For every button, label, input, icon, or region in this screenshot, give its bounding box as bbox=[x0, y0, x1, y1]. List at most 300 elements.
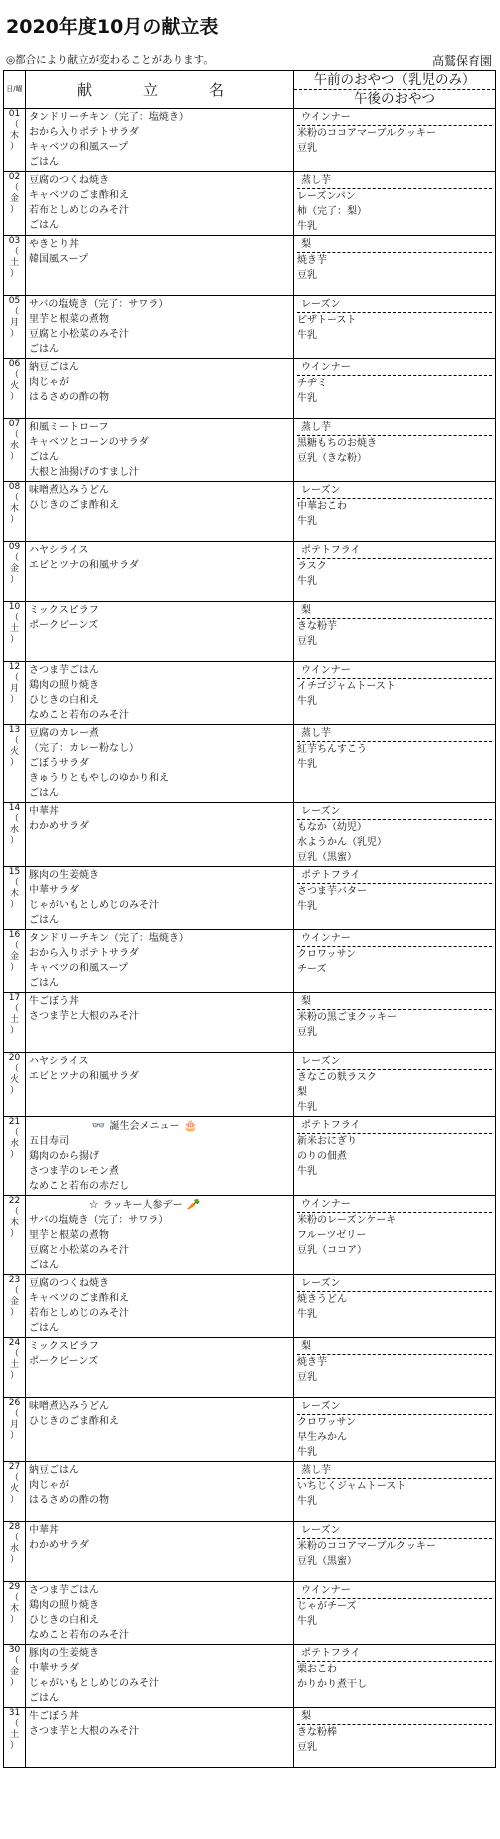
menu-item: 里芋と根菜の煮物 bbox=[29, 1230, 109, 1241]
day-number: 13 bbox=[8, 725, 21, 735]
menu-items-cell bbox=[26, 359, 294, 419]
snack-pm-item: 早生みかん bbox=[297, 1432, 347, 1443]
snack-pm-item: じゃがチーズ bbox=[297, 1601, 357, 1612]
snack-pm-item: 柿（完了：梨） bbox=[297, 206, 367, 217]
paren-close: ） bbox=[9, 142, 19, 152]
day-cell bbox=[4, 172, 26, 236]
snack-pm-item: いちじくジャムトースト bbox=[297, 1481, 407, 1492]
weekday: 金 bbox=[9, 1667, 19, 1677]
snack-pm-item: イチゴジャムトースト bbox=[297, 681, 396, 692]
menu-day-row bbox=[4, 1053, 496, 1117]
snack-pm-item: 豆乳 bbox=[297, 270, 317, 281]
menu-items-cell bbox=[26, 1462, 294, 1522]
snack-am: 梨 bbox=[297, 1339, 492, 1355]
weekday: 金 bbox=[9, 1297, 19, 1307]
paren-close: ） bbox=[9, 452, 19, 462]
snack-am: ポテトフライ bbox=[297, 1646, 492, 1662]
menu-item: 肉じゃが bbox=[29, 1480, 69, 1491]
menu-item: 若布としめじのみそ汁 bbox=[29, 205, 129, 216]
paren-close: ） bbox=[9, 695, 19, 705]
snack-am: レーズン bbox=[297, 1276, 492, 1292]
menu-day-row bbox=[4, 1522, 496, 1582]
menu-item: 鶏肉のから揚げ bbox=[29, 1151, 99, 1162]
menu-item: さつま芋と大根のみそ汁 bbox=[29, 1726, 139, 1737]
menu-day-row bbox=[4, 1196, 496, 1275]
menu-items-cell bbox=[26, 1196, 294, 1275]
weekday: 土 bbox=[9, 1015, 19, 1025]
weekday: 金 bbox=[9, 194, 19, 204]
paren-close: ） bbox=[9, 1678, 19, 1688]
menu-items-cell bbox=[26, 930, 294, 993]
snack-pm-item: フルーツゼリー bbox=[297, 1230, 367, 1241]
snack-am: 蒸し芋 bbox=[297, 420, 492, 436]
weekday: 月 bbox=[9, 1420, 19, 1430]
organization-name: 高鷲保育園 bbox=[431, 54, 492, 68]
day-number: 05 bbox=[8, 296, 21, 306]
menu-item: キャベツの和風スープ bbox=[29, 142, 128, 153]
menu-item: わかめサラダ bbox=[29, 1540, 89, 1551]
weekday: 水 bbox=[9, 825, 19, 835]
day-number: 21 bbox=[8, 1117, 21, 1127]
menu-item: 牛ごぼう丼 bbox=[29, 996, 79, 1007]
snack-pm-item: のりの佃煮 bbox=[297, 1151, 347, 1162]
snack-cell bbox=[294, 109, 496, 172]
menu-items-cell bbox=[26, 109, 294, 172]
menu-day-row bbox=[4, 1582, 496, 1645]
menu-item: わかめサラダ bbox=[29, 821, 89, 832]
paren-open: （ bbox=[9, 1719, 19, 1729]
snack-pm-item: もなか（幼児） bbox=[297, 822, 367, 833]
paren-open: （ bbox=[9, 120, 19, 130]
menu-item: 中華サラダ bbox=[29, 885, 79, 896]
snack-am: 蒸し芋 bbox=[297, 726, 492, 742]
snack-am: レーズン bbox=[297, 804, 492, 820]
glasses-icon: 👓 bbox=[91, 1119, 106, 1132]
paren-close: ） bbox=[9, 1615, 19, 1625]
snack-cell bbox=[294, 602, 496, 662]
snack-cell bbox=[294, 662, 496, 725]
paren-open: （ bbox=[9, 307, 19, 317]
menu-item: さつま芋ごはん bbox=[29, 1585, 99, 1596]
snack-pm-item: 焼き芋 bbox=[297, 1357, 327, 1368]
menu-day-row bbox=[4, 993, 496, 1053]
weekday: 火 bbox=[9, 381, 19, 391]
menu-item: さつま芋と大根のみそ汁 bbox=[29, 1011, 139, 1022]
snack-pm-item: 栗おこわ bbox=[297, 1664, 337, 1675]
day-cell bbox=[4, 1708, 26, 1768]
menu-item: エビとツナの和風サラダ bbox=[29, 1071, 139, 1082]
menu-day-row bbox=[4, 172, 496, 236]
snack-cell bbox=[294, 930, 496, 993]
paren-open: （ bbox=[9, 1593, 19, 1603]
menu-items-cell bbox=[26, 1053, 294, 1117]
menu-item: タンドリーチキン（完了：塩焼き） bbox=[29, 112, 189, 123]
snack-pm-item: 牛乳 bbox=[297, 330, 317, 341]
day-number: 17 bbox=[8, 993, 21, 1003]
snack-pm-item: 豆乳（黒蜜） bbox=[297, 1556, 357, 1567]
snack-am: ポテトフライ bbox=[297, 1118, 492, 1134]
menu-items-cell bbox=[26, 542, 294, 602]
weekday: 水 bbox=[9, 1139, 19, 1149]
menu-item: じゃがいもとしめじのみそ汁 bbox=[29, 1678, 159, 1689]
snack-pm-item: 黒糖もちのお焼き bbox=[297, 438, 377, 449]
menu-day-row bbox=[4, 419, 496, 482]
paren-open: （ bbox=[9, 1473, 19, 1483]
snack-pm-item: 豆乳 bbox=[297, 1742, 317, 1753]
day-number: 06 bbox=[8, 359, 21, 369]
day-number: 23 bbox=[8, 1275, 21, 1285]
snack-pm-item: 牛乳 bbox=[297, 1496, 317, 1507]
menu-item: さつま芋のレモン煮 bbox=[29, 1166, 119, 1177]
menu-items-cell bbox=[26, 1708, 294, 1768]
menu-items-cell bbox=[26, 1522, 294, 1582]
day-number: 29 bbox=[8, 1582, 21, 1592]
paren-open: （ bbox=[9, 1004, 19, 1014]
snack-pm-item: 牛乳 bbox=[297, 696, 317, 707]
day-number: 07 bbox=[8, 419, 21, 429]
paren-close: ） bbox=[9, 1229, 19, 1239]
weekday: 木 bbox=[9, 1604, 19, 1614]
snack-pm-item: きなこの麩ラスク bbox=[297, 1072, 377, 1083]
menu-day-row bbox=[4, 1117, 496, 1196]
weekday: 火 bbox=[9, 1075, 19, 1085]
snack-am: ポテトフライ bbox=[297, 543, 492, 559]
snack-pm-item: チヂミ bbox=[297, 378, 327, 389]
menu-item: ひじきの白和え bbox=[29, 1615, 99, 1626]
snack-am: 梨 bbox=[297, 1709, 492, 1725]
snack-cell bbox=[294, 542, 496, 602]
snack-cell bbox=[294, 803, 496, 867]
day-cell bbox=[4, 1462, 26, 1522]
snack-am: レーズン bbox=[297, 1054, 492, 1070]
menu-item: ごはん bbox=[29, 344, 59, 355]
menu-item: ひじきの白和え bbox=[29, 695, 99, 706]
menu-item: サバの塩焼き（完了：サワラ） bbox=[29, 1215, 169, 1226]
menu-item: 里芋と根菜の煮物 bbox=[29, 314, 109, 325]
paren-close: ） bbox=[9, 758, 19, 768]
paren-close: ） bbox=[9, 1150, 19, 1160]
snack-pm-item: 豆乳（ココア） bbox=[297, 1245, 367, 1256]
day-number: 28 bbox=[8, 1522, 21, 1532]
snack-pm-item: 牛乳 bbox=[297, 1166, 317, 1177]
menu-items-cell bbox=[26, 236, 294, 296]
menu-column-header: 献 立 名 bbox=[26, 71, 294, 109]
day-cell bbox=[4, 359, 26, 419]
menu-item: キャベツのごま酢和え bbox=[29, 1293, 129, 1304]
snack-am: 蒸し芋 bbox=[297, 1463, 492, 1479]
paren-close: ） bbox=[9, 1431, 19, 1441]
snack-pm-item: 豆乳（きな粉） bbox=[297, 453, 367, 464]
snack-pm-item: 牛乳 bbox=[297, 1309, 317, 1320]
paren-close: ） bbox=[9, 635, 19, 645]
snack-cell bbox=[294, 1398, 496, 1462]
snack-am: ウインナー bbox=[297, 110, 492, 126]
snack-pm-item: 牛乳 bbox=[297, 759, 317, 770]
day-number: 27 bbox=[8, 1462, 21, 1472]
snack-pm-item: レーズンパン bbox=[297, 191, 356, 202]
weekday: 金 bbox=[9, 952, 19, 962]
menu-day-row bbox=[4, 803, 496, 867]
snack-pm-item: さつま芋バター bbox=[297, 886, 367, 897]
menu-item: ごはん bbox=[29, 1693, 59, 1704]
menu-day-row bbox=[4, 1462, 496, 1522]
paren-close: ） bbox=[9, 515, 19, 525]
snack-cell bbox=[294, 867, 496, 930]
menu-item: 納豆ごはん bbox=[29, 1465, 79, 1476]
weekday: 木 bbox=[9, 889, 19, 899]
day-number: 15 bbox=[8, 867, 21, 877]
snack-pm-item: 新米おにぎり bbox=[297, 1136, 357, 1147]
menu-item: キャベツのごま酢和え bbox=[29, 190, 129, 201]
menu-day-row bbox=[4, 1645, 496, 1708]
paren-close: ） bbox=[9, 1371, 19, 1381]
snack-cell bbox=[294, 1275, 496, 1338]
weekday: 土 bbox=[9, 1360, 19, 1370]
menu-item: きゅうりともやしのゆかり和え bbox=[29, 773, 169, 784]
snack-pm-item: 米粉のレーズンケーキ bbox=[297, 1215, 397, 1226]
day-cell bbox=[4, 1117, 26, 1196]
menu-items-cell bbox=[26, 993, 294, 1053]
snack-pm-item: 豆乳 bbox=[297, 636, 317, 647]
snack-pm-item: ラスク bbox=[297, 561, 327, 572]
snack-am: レーズン bbox=[297, 483, 492, 499]
day-cell bbox=[4, 236, 26, 296]
special-menu-text: ラッキー人参デー bbox=[102, 1200, 183, 1211]
snack-cell bbox=[294, 172, 496, 236]
snack-pm-item: 紅芋ちんすこう bbox=[297, 744, 367, 755]
day-number: 22 bbox=[8, 1196, 21, 1206]
menu-item: ミックスピラフ bbox=[29, 605, 99, 616]
menu-item: ごはん bbox=[29, 788, 59, 799]
weekday: 金 bbox=[9, 564, 19, 574]
snack-pm-item: 牛乳 bbox=[297, 1447, 317, 1458]
day-number: 24 bbox=[8, 1338, 21, 1348]
menu-item: エビとツナの和風サラダ bbox=[29, 560, 139, 571]
menu-item: ごはん bbox=[29, 915, 59, 926]
weekday: 水 bbox=[9, 441, 19, 451]
snack-cell bbox=[294, 725, 496, 803]
snack-pm-item: クロワッサン bbox=[297, 949, 356, 960]
snack-cell bbox=[294, 236, 496, 296]
menu-item: ひじきのごま酢和え bbox=[29, 500, 119, 511]
menu-item: 五目寿司 bbox=[29, 1136, 69, 1147]
menu-item: はるさめの酢の物 bbox=[29, 1495, 109, 1506]
menu-item: 豆腐のカレー煮 bbox=[29, 728, 99, 739]
snack-pm-item: ピザトースト bbox=[297, 315, 357, 326]
menu-table bbox=[3, 70, 496, 1768]
snack-pm-item: 豆乳（黒蜜） bbox=[297, 852, 357, 863]
weekday: 火 bbox=[9, 1484, 19, 1494]
paren-open: （ bbox=[9, 1064, 19, 1074]
paren-open: （ bbox=[9, 1656, 19, 1666]
snack-pm-item: 米粉のココアマーブルクッキー bbox=[297, 128, 436, 139]
snack-pm-item: 中華おこわ bbox=[297, 501, 347, 512]
paren-close: ） bbox=[9, 1495, 19, 1505]
paren-open: （ bbox=[9, 370, 19, 380]
menu-items-cell bbox=[26, 1582, 294, 1645]
snack-pm-item: チーズ bbox=[297, 964, 327, 975]
day-cell bbox=[4, 930, 26, 993]
weekday: 土 bbox=[9, 1730, 19, 1740]
day-cell bbox=[4, 419, 26, 482]
snack-am: ウインナー bbox=[297, 1197, 492, 1213]
paren-close: ） bbox=[9, 1741, 19, 1751]
day-cell bbox=[4, 803, 26, 867]
snack-cell bbox=[294, 993, 496, 1053]
menu-item: （完了：カレー粉なし） bbox=[29, 743, 139, 754]
paren-open: （ bbox=[9, 1286, 19, 1296]
menu-day-row bbox=[4, 1398, 496, 1462]
menu-item: じゃがいもとしめじのみそ汁 bbox=[29, 900, 159, 911]
menu-item: 大根と油揚げのすまし汁 bbox=[29, 467, 139, 478]
day-cell bbox=[4, 1275, 26, 1338]
menu-items-cell bbox=[26, 1117, 294, 1196]
menu-item: 鶏肉の照り焼き bbox=[29, 680, 99, 691]
day-cell bbox=[4, 1522, 26, 1582]
menu-item: キャベツの和風スープ bbox=[29, 963, 128, 974]
paren-close: ） bbox=[9, 392, 19, 402]
snack-cell bbox=[294, 419, 496, 482]
snack-am: レーズン bbox=[297, 1399, 492, 1415]
menu-day-row bbox=[4, 1708, 496, 1768]
snack-am: ウインナー bbox=[297, 931, 492, 947]
snack-pm-header: 午後のおやつ bbox=[354, 91, 435, 107]
menu-rows bbox=[4, 109, 496, 1768]
carrot-icon: 🥕 bbox=[186, 1198, 201, 1211]
menu-item: 豆腐と小松菜のみそ汁 bbox=[29, 1245, 129, 1256]
menu-day-row bbox=[4, 725, 496, 803]
day-cell bbox=[4, 1338, 26, 1398]
paren-close: ） bbox=[9, 900, 19, 910]
menu-items-cell bbox=[26, 725, 294, 803]
snack-cell bbox=[294, 359, 496, 419]
snack-pm-item: 豆乳 bbox=[297, 1027, 317, 1038]
menu-item: 若布としめじのみそ汁 bbox=[29, 1308, 129, 1319]
snack-pm-item: 牛乳 bbox=[297, 901, 317, 912]
menu-items-cell bbox=[26, 1398, 294, 1462]
snack-pm-item: 水ようかん（乳児） bbox=[297, 837, 387, 848]
paren-open: （ bbox=[9, 736, 19, 746]
menu-item: 韓国風スープ bbox=[29, 254, 88, 265]
menu-items-cell bbox=[26, 602, 294, 662]
weekday: 土 bbox=[9, 624, 19, 634]
paren-close: ） bbox=[9, 269, 19, 279]
snack-pm-item: きな粉棒 bbox=[297, 1727, 337, 1738]
day-number: 08 bbox=[8, 482, 21, 492]
star-icon: ☆ bbox=[88, 1198, 99, 1211]
weekday: 月 bbox=[9, 684, 19, 694]
day-number: 14 bbox=[8, 803, 21, 813]
snack-cell bbox=[294, 1645, 496, 1708]
paren-open: （ bbox=[9, 878, 19, 888]
menu-item: ごはん bbox=[29, 157, 59, 168]
cake-icon: 🎂 bbox=[183, 1119, 198, 1132]
menu-day-row bbox=[4, 662, 496, 725]
snack-pm-item: 豆乳 bbox=[297, 1372, 317, 1383]
paren-close: ） bbox=[9, 1026, 19, 1036]
paren-open: （ bbox=[9, 1409, 19, 1419]
snack-pm-item: かりかり煮干し bbox=[297, 1679, 367, 1690]
snack-am-header: 午前のおやつ（乳児のみ） bbox=[294, 71, 495, 90]
menu-item: さつま芋ごはん bbox=[29, 665, 99, 676]
menu-item: ポークビーンズ bbox=[29, 620, 99, 631]
day-number: 09 bbox=[8, 542, 21, 552]
menu-item: はるさめの酢の物 bbox=[29, 392, 109, 403]
snack-am: レーズン bbox=[297, 1523, 492, 1539]
snack-am: ウインナー bbox=[297, 1583, 492, 1599]
snack-pm-item: 梨 bbox=[297, 1087, 307, 1098]
menu-item: なめこと若布のみそ汁 bbox=[29, 1630, 129, 1641]
day-cell bbox=[4, 1645, 26, 1708]
snack-am: 梨 bbox=[297, 994, 492, 1010]
weekday: 火 bbox=[9, 747, 19, 757]
paren-open: （ bbox=[9, 1533, 19, 1543]
menu-day-row bbox=[4, 296, 496, 359]
snack-pm-item: 牛乳 bbox=[297, 1616, 317, 1627]
paren-close: ） bbox=[9, 329, 19, 339]
snack-pm-item: 米粉のココアマーブルクッキー bbox=[297, 1541, 436, 1552]
menu-day-row bbox=[4, 1338, 496, 1398]
snack-pm-item: 焼きうどん bbox=[297, 1294, 347, 1305]
menu-item: サバの塩焼き（完了：サワラ） bbox=[29, 299, 169, 310]
notice-text: ◎都合により献立が変わることがあります。 bbox=[6, 54, 214, 66]
menu-item: ミックスピラフ bbox=[29, 1341, 99, 1352]
day-number: 31 bbox=[8, 1708, 21, 1718]
menu-day-row bbox=[4, 482, 496, 542]
weekday: 木 bbox=[9, 131, 19, 141]
menu-item: 中華サラダ bbox=[29, 1663, 79, 1674]
snack-am: ポテトフライ bbox=[297, 868, 492, 884]
menu-item: キャベツとコーンのサラダ bbox=[29, 437, 149, 448]
menu-item: 味噌煮込みうどん bbox=[29, 485, 109, 496]
day-cell bbox=[4, 482, 26, 542]
snack-pm-item: 焼き芋 bbox=[297, 255, 327, 266]
snack-am: 梨 bbox=[297, 603, 492, 619]
menu-item: ひじきのごま酢和え bbox=[29, 1416, 119, 1427]
snack-pm-item: 牛乳 bbox=[297, 516, 317, 527]
menu-day-row bbox=[4, 867, 496, 930]
day-cell bbox=[4, 1053, 26, 1117]
snack-pm-item: 豆乳 bbox=[297, 143, 317, 154]
menu-item: 豚肉の生姜焼き bbox=[29, 1648, 99, 1659]
menu-item: ごはん bbox=[29, 978, 59, 989]
menu-item: やきとり丼 bbox=[29, 239, 79, 250]
snack-am: ウインナー bbox=[297, 663, 492, 679]
menu-items-cell bbox=[26, 803, 294, 867]
menu-item: なめこと若布の赤だし bbox=[29, 1181, 129, 1192]
paren-open: （ bbox=[9, 1128, 19, 1138]
paren-open: （ bbox=[9, 1349, 19, 1359]
menu-item: ごぼうサラダ bbox=[29, 758, 89, 769]
menu-items-cell bbox=[26, 1338, 294, 1398]
menu-item: 豚肉の生姜焼き bbox=[29, 870, 99, 881]
menu-item: おから入りポテトサラダ bbox=[29, 127, 139, 138]
paren-open: （ bbox=[9, 673, 19, 683]
day-cell bbox=[4, 1398, 26, 1462]
weekday: 土 bbox=[9, 258, 19, 268]
menu-item: ポークビーンズ bbox=[29, 1356, 99, 1367]
day-number: 03 bbox=[8, 236, 21, 246]
day-cell bbox=[4, 867, 26, 930]
paren-open: （ bbox=[9, 613, 19, 623]
day-cell bbox=[4, 662, 26, 725]
menu-item: なめこと若布のみそ汁 bbox=[29, 710, 129, 721]
paren-open: （ bbox=[9, 814, 19, 824]
paren-open: （ bbox=[9, 183, 19, 193]
menu-items-cell bbox=[26, 867, 294, 930]
menu-item: 和風ミートローフ bbox=[29, 422, 109, 433]
day-number: 26 bbox=[8, 1398, 21, 1408]
